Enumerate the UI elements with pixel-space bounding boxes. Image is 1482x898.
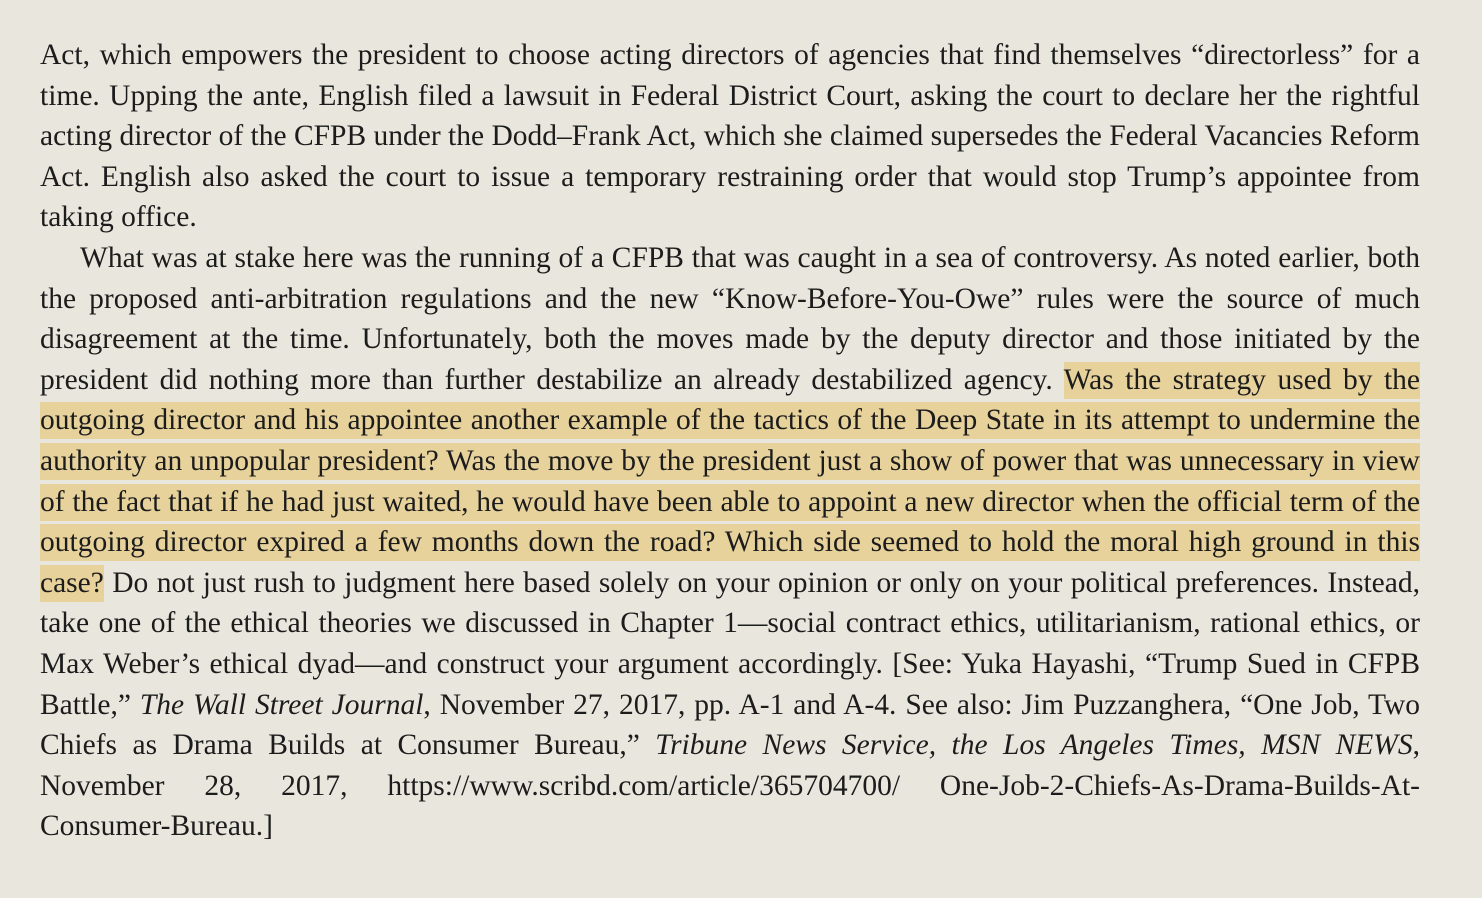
highlighted-questions[interactable]: Was the strategy used by the outgoing director and his appointee another example of the tactics of the Deep State in its attempt to undermine the authority an unpopular president? Was the move by the president just a show of power that was unnecessary in view of the fact that if he had just waited, he would have been able to appoint a new director when the official term of the outgoing director expired a few months down the road? Which side seemed to hold the moral high ground in this case?: [40, 362, 1420, 602]
source-citation-wsj: , November 27, 2017, pp. A-1 and A-4. See also: Jim Puzzanghera, “One Job, Two Chiefs as Drama Builds at Consumer Bureau,”: [40, 688, 1421, 762]
discussion-intro-text: What was at stake here was the running of a CFPB that was caught in a sea of controversy. As noted earlier, both the proposed anti-arbitration regulations and the new “Know-Before-You-Owe” rules were the source of much disagreement at the time. Unfortunately, both the moves made by the deputy director and those initiated by the president did nothing more than further destabilize an already destabilized agency.: [40, 241, 1420, 396]
source-title-wsj: The Wall Street Journal: [139, 688, 424, 721]
paragraph-discussion: [40, 238, 1420, 847]
paragraph-continuation-text: Act, which empowers the president to choose acting directors of agencies that find themselves “directorless” for a time. Upping the ante, English filed a lawsuit in Federal District Court, asking the court to declare her the rightful acting director of the CFPB under the Dodd–Frank Act, which she claimed supersedes the Federal Vacancies Reform Act. English also asked the court to issue a temporary restraining order that would stop Trump’s appointee from taking office.: [40, 39, 1420, 234]
source-title-tribune: Tribune News Service, the Los Angeles Times, MSN NEWS: [655, 729, 1413, 762]
source-citation-tribune: , November 28, 2017, https://www.scribd.com/article/365704700/ One-Job-2-Chiefs-As-Drama-Builds-At-Consumer-Bureau.]: [40, 729, 1420, 843]
paragraph-continuation: [40, 35, 1420, 238]
discussion-instruction-text: Do not just rush to judgment here based solely on your opinion or only on your political preferences. Instead, take one of the ethical theories we discussed in Chapter 1—social contract ethics, utilitarianism, rational ethics, or Max Weber’s ethical dyad—and construct your argument accordingly. [See: Yuka Hayashi, “Trump Sued in CFPB Battle,”: [40, 566, 1420, 721]
